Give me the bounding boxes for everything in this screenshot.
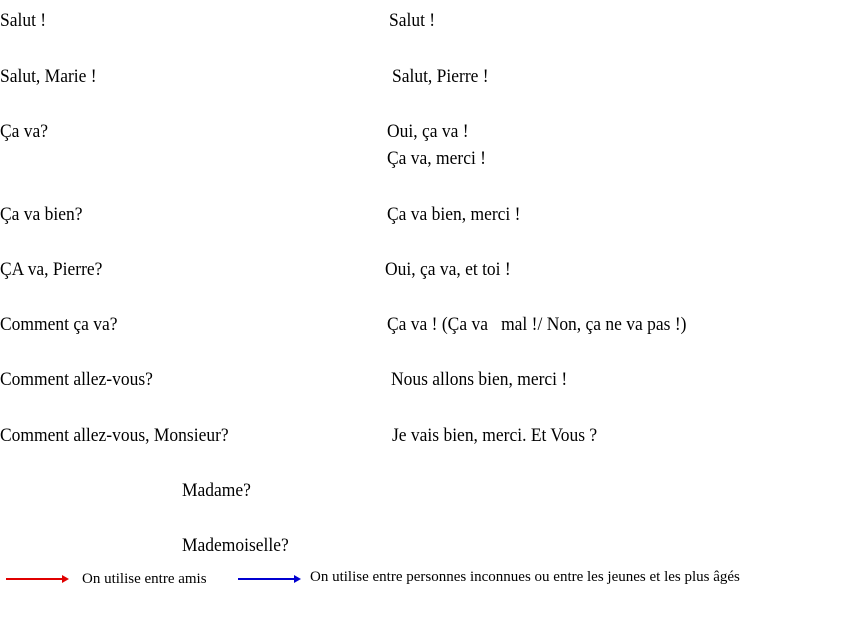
question-5: ÇA va, Pierre?: [0, 259, 103, 280]
question-6: Comment ça va?: [0, 314, 118, 335]
variant-madame: Madame?: [182, 480, 251, 501]
answer-6: Ça va ! (Ça va mal !/ Non, ça ne va pas !): [387, 314, 687, 335]
blue-arrow-icon: [238, 573, 302, 585]
legend-friends: On utilise entre amis: [82, 571, 207, 587]
question-7: Comment allez-vous?: [0, 369, 153, 390]
answer-5: Oui, ça va, et toi !: [385, 259, 511, 280]
answer-4: Ça va bien, merci !: [387, 204, 521, 225]
question-8: Comment allez-vous, Monsieur?: [0, 425, 229, 446]
answer-3a: Oui, ça va !: [387, 121, 469, 142]
red-arrow-icon: [6, 573, 70, 585]
answer-3b: Ça va, merci !: [387, 148, 487, 169]
question-4: Ça va bien?: [0, 204, 83, 225]
question-1: Salut !: [0, 10, 47, 31]
legend-strangers: On utilise entre personnes inconnues ou entre les jeunes et les plus âgés: [310, 569, 740, 585]
answer-8: Je vais bien, merci. Et Vous ?: [392, 425, 598, 446]
answer-7: Nous allons bien, merci !: [391, 369, 568, 390]
answer-2: Salut, Pierre !: [392, 66, 489, 87]
question-3: Ça va?: [0, 121, 49, 142]
variant-mademoiselle: Mademoiselle?: [182, 535, 289, 556]
answer-1: Salut !: [389, 10, 436, 31]
question-2: Salut, Marie !: [0, 66, 97, 87]
